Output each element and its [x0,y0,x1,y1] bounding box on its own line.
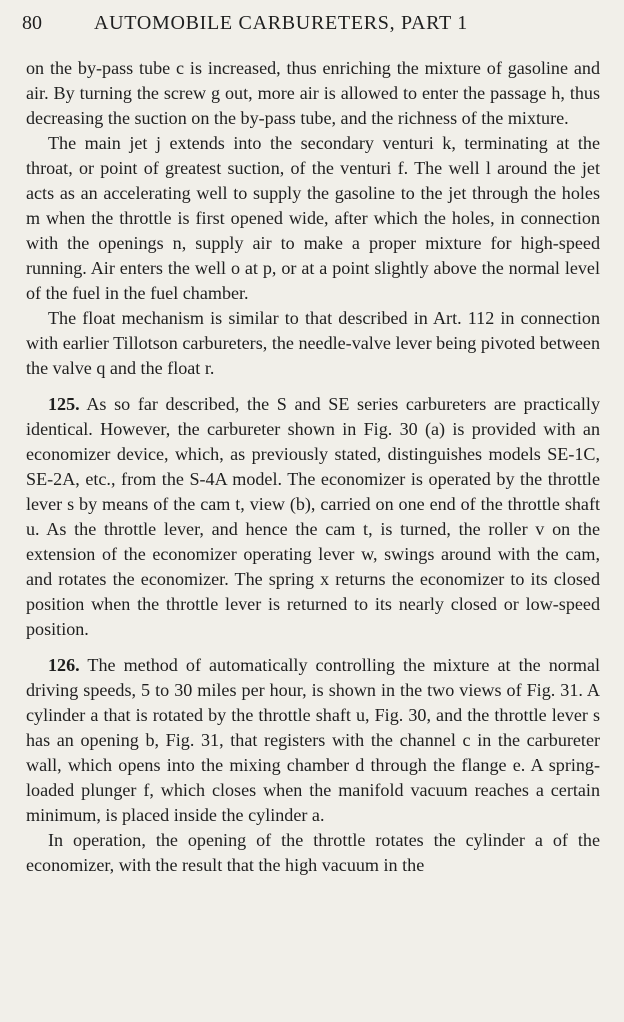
paragraph-continuation [26,56,600,131]
paragraph-text: The float mechanism is similar to that described in Art. 112 in connection with earlier Tillotson carbureters, the needle-valve lever being pivoted between the valve q and the float r. [26,308,600,378]
running-head: AUTOMOBILE CARBURETERS, PART 1 [94,12,468,34]
article-number: 125. [48,394,80,414]
page-header [22,10,602,36]
article-number: 126. [48,655,80,675]
paragraph-text: The main jet j extends into the secondary venturi k, terminating at the throat, or point of greatest suction, of the venturi f. The well l around the jet acts as an accelerating well to supply the gasoline to the jet through the holes m when the throttle is first opened wide, after which the holes, in connection with the openings n, supply air to make a proper mixture for high-speed running. Air enters the well o at p, or at a point slightly above the normal level of the fuel in the fuel chamber. [26,133,600,303]
paragraph-text: In operation, the opening of the throttle rotates the cylinder a of the economizer, with the result that the high vacuum in the [26,830,600,875]
paragraph-main-jet [26,131,600,306]
paragraph-text: on the by-pass tube c is increased, thus enriching the mixture of gasoline and air. By turning the screw g out, more air is allowed to enter the passage h, thus decreasing the suction on the by-pass tube, and the richness of the mixture. [26,58,600,128]
paragraph-operation [26,828,600,878]
paragraph-float-mechanism [26,306,600,381]
body-text [26,56,600,878]
paragraph-text: As so far described, the S and SE series carbureters are practically identical. However, the carbureter shown in Fig. 30 (a) is provided with an economizer device, which, as previously stated, distinguishes models SE-1C, SE-2A, etc., from the S-4A model. The economizer is operated by the throttle lever s by means of the cam t, view (b), carried on one end of the throttle shaft u. As the throttle lever, and hence the cam t, is turned, the roller v on the extension of the economizer operating lever w, swings around with the cam, and rotates the economizer. The spring x returns the economizer to its closed position when the throttle lever is returned to its nearly closed or low-speed position. [26,394,600,639]
article-125 [26,392,600,642]
page-number: 80 [22,12,42,34]
article-126 [26,653,600,828]
paragraph-text: The method of automatically controlling the mixture at the normal driving speeds, 5 to 30 miles per hour, is shown in the two views of Fig. 31. A cylinder a that is rotated by the throttle shaft u, Fig. 30, and the throttle lever s has an opening b, Fig. 31, that registers with the channel c in the carbureter wall, which opens into the mixing chamber d through the flange e. A spring-loaded plunger f, which closes when the manifold vacuum reaches a certain minimum, is placed inside the cylinder a. [26,655,600,825]
